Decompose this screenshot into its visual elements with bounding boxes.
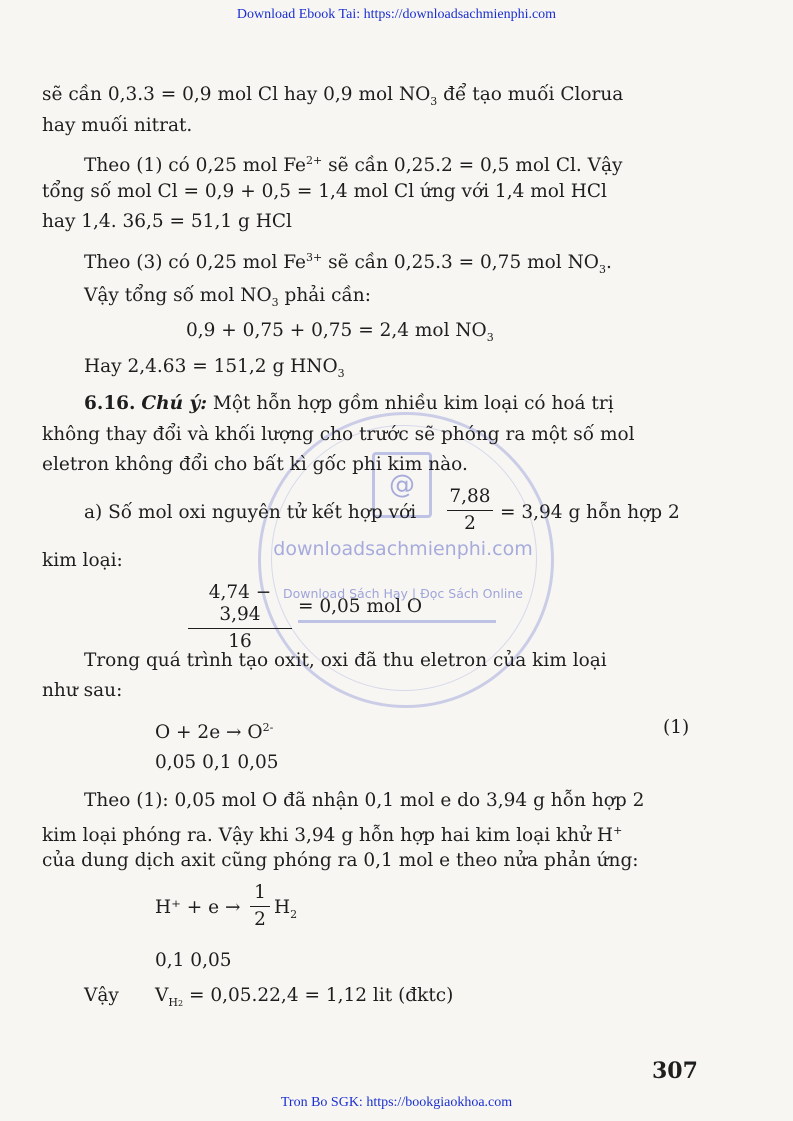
- reaction-amounts: 0,05 0,1 0,05: [155, 752, 279, 773]
- text-line: như sau:: [42, 680, 123, 701]
- page-number: 307: [652, 1058, 698, 1084]
- text-line: kim loại:: [42, 550, 123, 571]
- watermark-underline: [298, 620, 496, 623]
- text-line: sẽ cần 0,3.3 = 0,9 mol Cl hay 0,9 mol $NO_3$ để tạo muối Clorua: [42, 84, 624, 108]
- text-line: Vậy tổng số mol $NO_3$ phải cần:: [84, 285, 371, 309]
- equation-line: = 0,05 mol O: [298, 596, 423, 617]
- footer-link[interactable]: Tron Bo SGK: https://bookgiaokhoa.com: [280, 1095, 513, 1110]
- text-line: của dung dịch axit cũng phóng ra 0,1 mol e theo nửa phản ứng:: [42, 850, 639, 871]
- header-link[interactable]: Download Ebook Tai: https://downloadsachmienphi.com: [236, 7, 557, 22]
- fraction: 7,88 2: [447, 486, 493, 535]
- section-heading: 6.16. Chú ý: Một hỗn hợp gồm nhiều kim loại có hoá trị: [84, 393, 614, 414]
- text-line: Trong quá trình tạo oxit, oxi đã thu eletron của kim loại: [84, 650, 607, 671]
- reaction-equation: $O + 2e \to O^{2-}$: [155, 721, 274, 743]
- text-line: Theo (1) có 0,25 mol $Fe^{2+}$ sẽ cần 0,25.2 = 0,5 mol Cl. Vậy: [84, 154, 623, 176]
- fraction: 1 2: [250, 882, 270, 931]
- half-reaction-product: $H_2$: [274, 897, 298, 921]
- equation-line: 0,9 + 0,75 + 0,75 = 2,4 mol $NO_3$: [186, 320, 494, 344]
- text-line: eletron không đổi cho bất kì gốc phi kim nào.: [42, 454, 468, 475]
- reaction-amounts: 0,1 0,05: [155, 950, 232, 971]
- watermark-tagline: Download Sách Hay | Đọc Sách Online: [283, 586, 523, 601]
- text-line: hay muối nitrat.: [42, 115, 193, 136]
- text-line: không thay đổi và khối lượng cho trước sẽ phóng ra một số mol: [42, 424, 635, 445]
- watermark-site: downloadsachmienphi.com: [273, 538, 533, 560]
- text-line: tổng số mol Cl = 0,9 + 0,5 = 1,4 mol Cl ứng với 1,4 mol HCl: [42, 181, 607, 202]
- volume-result: $V_{H2} = 0,05.22,4 = 1,12$ lit (đktc): [155, 985, 454, 1009]
- equation-tag: (1): [663, 717, 690, 738]
- fraction: 4,74 − 3,94 16: [188, 582, 292, 653]
- half-reaction: H⁺ + e →: [155, 897, 241, 918]
- text-line: hay 1,4. 36,5 = 51,1 g HCl: [42, 211, 292, 232]
- text-line: = 3,94 g hỗn hợp 2: [500, 502, 680, 523]
- text-line: Vậy: [84, 985, 119, 1006]
- text-line: Theo (1): 0,05 mol O đã nhận 0,1 mol e do 3,94 g hỗn hợp 2: [84, 790, 645, 811]
- text-line: kim loại phóng ra. Vậy khi 3,94 g hỗn hợp hai kim loại khử H+: [42, 824, 623, 846]
- text-line: Theo (3) có 0,25 mol $Fe^{3+}$ sẽ cần 0,25.3 = 0,75 mol $NO_3$.: [84, 251, 612, 276]
- text-line: a) Số mol oxi nguyên tử kết hợp với: [84, 502, 417, 523]
- text-line: Hay 2,4.63 = 151,2 g $HNO_3$: [84, 356, 345, 380]
- watermark-book-icon: @: [372, 452, 432, 518]
